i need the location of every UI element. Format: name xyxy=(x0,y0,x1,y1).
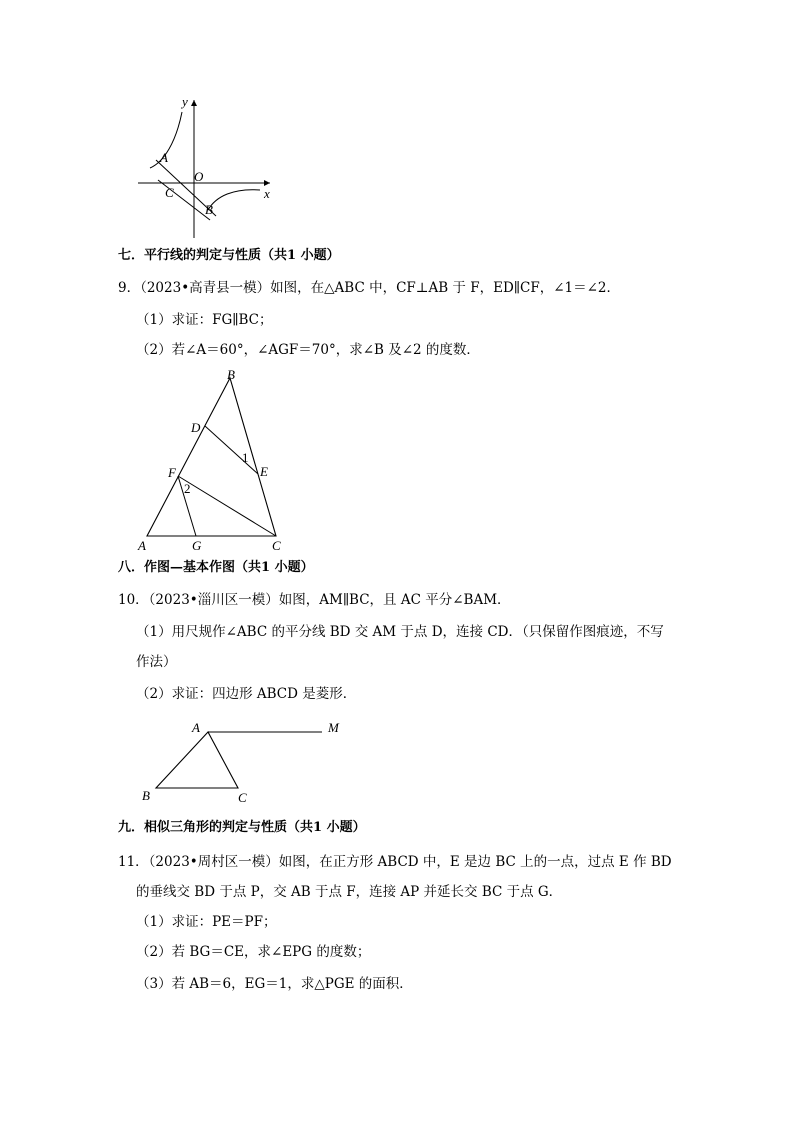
label-angle-1: 1 xyxy=(242,450,249,465)
q10-stem: 10．（2023•淄川区一模）如图，AM∥BC，且 AC 平分∠BAM． xyxy=(118,592,511,608)
label-a: A xyxy=(138,538,146,553)
q10-part1-line1: （1）用尺规作∠ABC 的平分线 BD 交 AM 于点 D，连接 CD．（只保留作图痕迹，不写 xyxy=(136,624,664,640)
q10-part1-line2: 作法） xyxy=(136,654,177,670)
q11-stem-line2: 的垂线交 BD 于点 P，交 AB 于点 F，连接 AP 并延长交 BC 于点 G． xyxy=(136,884,563,900)
label-b: B xyxy=(142,788,150,803)
label-a: A xyxy=(192,720,200,735)
q9-part2: （2）若∠A＝60°，∠AGF＝70°，求∠B 及∠2 的度数． xyxy=(136,342,480,358)
figure-am-bc xyxy=(134,716,354,812)
label-m: M xyxy=(328,720,339,735)
label-f: F xyxy=(168,465,176,480)
label-c: C xyxy=(238,790,247,805)
q11-part3: （3）若 AB＝6，EG＝1，求△PGE 的面积． xyxy=(136,976,413,992)
label-angle-2: 2 xyxy=(184,481,191,496)
q10-part2: （2）求证：四边形 ABCD 是菱形． xyxy=(136,686,357,702)
q9-part1: （1）求证：FG∥BC； xyxy=(136,312,273,328)
label-c: C xyxy=(165,185,174,200)
figure-hyperbola xyxy=(130,92,280,242)
section-7-title: 七．平行线的判定与性质（共1 小题） xyxy=(118,248,340,263)
section-9-title: 九．相似三角形的判定与性质（共1 小题） xyxy=(118,820,366,835)
label-y: y xyxy=(182,94,188,109)
q11-part1: （1）求证：PE＝PF； xyxy=(136,914,277,930)
q9-stem: 9．（2023•高青县一模）如图，在△ABC 中，CF⊥AB 于 F，ED∥CF，∠1＝∠2． xyxy=(118,280,621,296)
label-b: B xyxy=(205,202,213,217)
label-e: E xyxy=(260,464,268,479)
label-d: D xyxy=(191,420,201,435)
q11-stem-line1: 11．（2023•周村区一模）如图，在正方形 ABCD 中，E 是边 BC 上的一点，过点 E 作 BD xyxy=(118,854,672,870)
label-x: x xyxy=(264,186,270,201)
label-g: G xyxy=(192,538,202,553)
section-8-title: 八．作图—基本作图（共1 小题） xyxy=(118,560,314,575)
label-c: C xyxy=(272,538,281,553)
label-a: A xyxy=(160,150,168,165)
label-b: B xyxy=(227,367,235,382)
q11-part2: （2）若 BG＝CE，求∠EPG 的度数； xyxy=(136,944,371,960)
figure-triangle-abc xyxy=(130,364,300,556)
label-o: O xyxy=(194,169,204,184)
